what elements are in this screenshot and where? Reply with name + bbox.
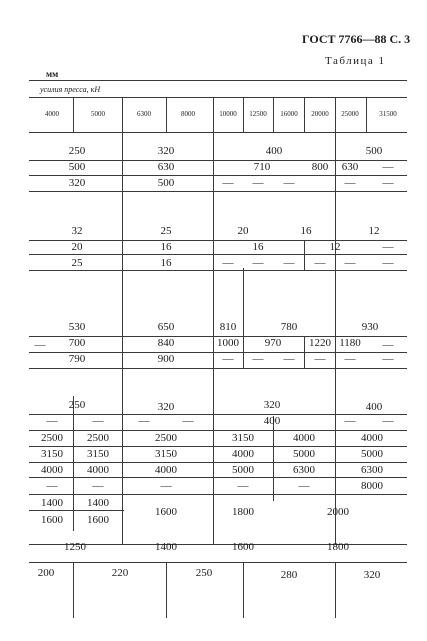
table-cell: 3150 xyxy=(41,448,63,460)
table-cell: — xyxy=(222,177,234,189)
table-cell: 3150 xyxy=(232,432,254,444)
table-cell: 220 xyxy=(111,567,129,579)
table-cell: 16 xyxy=(160,257,172,269)
row-rule xyxy=(29,494,407,495)
table-cell: 250 xyxy=(195,567,213,579)
table-cell: 840 xyxy=(157,337,175,349)
table-cell: 16 xyxy=(252,241,264,253)
column-divider xyxy=(273,97,274,132)
table-cell: — xyxy=(344,415,356,427)
row-rule xyxy=(29,368,407,369)
table-cell: — xyxy=(382,353,394,365)
table-cell: — xyxy=(34,339,46,351)
page-header: ГОСТ 7766—88 С. 3 xyxy=(302,32,411,46)
table-cell: 500 xyxy=(68,161,86,173)
table-cell: 1600 xyxy=(41,514,63,526)
table-cell: 4000 xyxy=(87,464,109,476)
table-cell: 4000 xyxy=(293,432,315,444)
unit-label: мм xyxy=(46,69,59,79)
table-cell: 2500 xyxy=(41,432,63,444)
table-cell: 2000 xyxy=(327,506,349,518)
table-cell: 280 xyxy=(280,569,298,581)
column-header: 5000 xyxy=(91,110,105,118)
table-cell: — xyxy=(298,480,310,492)
column-header: 10000 xyxy=(219,110,237,118)
column-header: 20000 xyxy=(311,110,329,118)
table-cell: 320 xyxy=(363,569,381,581)
table-cell: 1400 xyxy=(87,497,109,509)
table-cell: 5000 xyxy=(361,448,383,460)
table-cell: — xyxy=(138,415,150,427)
row-rule xyxy=(29,254,407,255)
column-divider xyxy=(243,562,244,618)
table-cell: 630 xyxy=(341,161,359,173)
row-rule xyxy=(29,240,407,241)
column-divider xyxy=(122,97,123,132)
column-divider xyxy=(366,97,367,132)
table-cell: — xyxy=(252,257,264,269)
row-rule xyxy=(29,462,407,463)
row-rule xyxy=(29,510,124,511)
column-header: 16000 xyxy=(280,110,298,118)
table-cell: 780 xyxy=(280,321,298,333)
row-rule xyxy=(29,477,407,478)
table-cell: 4000 xyxy=(232,448,254,460)
table-rule xyxy=(29,97,407,98)
table-cell: — xyxy=(382,241,394,253)
table-cell: 1400 xyxy=(155,541,177,553)
table-cell: 12 xyxy=(329,241,341,253)
table-cell: 4000 xyxy=(41,464,63,476)
table-cell: — xyxy=(382,415,394,427)
table-cell: 1600 xyxy=(155,506,177,518)
column-header: 12500 xyxy=(249,110,267,118)
table-cell: 3150 xyxy=(155,448,177,460)
table-cell: 6300 xyxy=(361,464,383,476)
table-cell: 250 xyxy=(68,145,86,157)
column-divider xyxy=(213,97,214,132)
table-rule xyxy=(29,80,407,81)
table-cell: — xyxy=(252,353,264,365)
table-cell: — xyxy=(344,177,356,189)
column-header: 4000 xyxy=(45,110,59,118)
table-cell: — xyxy=(182,415,194,427)
table-cell: — xyxy=(237,480,249,492)
group-divider xyxy=(213,132,214,544)
column-divider xyxy=(273,416,274,501)
table-cell: 530 xyxy=(68,321,86,333)
table-cell: 1800 xyxy=(327,541,349,553)
table-cell: — xyxy=(283,257,295,269)
table-cell: — xyxy=(222,353,234,365)
table-cell: — xyxy=(283,177,295,189)
table-cell: 710 xyxy=(253,161,271,173)
table-cell: 1220 xyxy=(309,337,331,349)
table-cell: 400 xyxy=(263,415,281,427)
row-rule xyxy=(29,446,407,447)
column-divider xyxy=(166,562,167,618)
column-divider xyxy=(73,97,74,132)
table-cell: — xyxy=(92,480,104,492)
table-cell: 5000 xyxy=(232,464,254,476)
table-cell: 320 xyxy=(157,145,175,157)
table-cell: 320 xyxy=(263,399,281,411)
column-divider xyxy=(335,562,336,618)
row-rule xyxy=(29,430,407,431)
table-cell: — xyxy=(46,415,58,427)
table-cell: 25 xyxy=(71,257,83,269)
table-cell: 1000 xyxy=(217,337,239,349)
table-cell: 400 xyxy=(265,145,283,157)
table-cell: 970 xyxy=(264,337,282,349)
table-cell: 6300 xyxy=(293,464,315,476)
table-cell: 16 xyxy=(300,225,312,237)
table-cell: 1250 xyxy=(64,541,86,553)
row-rule xyxy=(29,562,407,563)
table-cell: 20 xyxy=(237,225,249,237)
table-cell: 630 xyxy=(157,161,175,173)
table-cell: — xyxy=(252,177,264,189)
table-cell: 12 xyxy=(368,225,380,237)
table-cell: 650 xyxy=(157,321,175,333)
table-cell: 320 xyxy=(68,177,86,189)
table-cell: 1600 xyxy=(232,541,254,553)
table-cell: — xyxy=(382,339,394,351)
column-header: 31500 xyxy=(379,110,397,118)
table-cell: — xyxy=(46,480,58,492)
table-cell: 1800 xyxy=(232,506,254,518)
table-cell: — xyxy=(344,353,356,365)
column-header: 8000 xyxy=(181,110,195,118)
table-cell: 200 xyxy=(37,567,55,579)
column-header: 25000 xyxy=(341,110,359,118)
column-divider xyxy=(73,562,74,618)
table-cell: 16 xyxy=(160,241,172,253)
table-cell: — xyxy=(382,161,394,173)
table-cell: 900 xyxy=(157,353,175,365)
table-cell: 700 xyxy=(68,337,86,349)
column-divider xyxy=(304,97,305,132)
table-cell: 400 xyxy=(365,401,383,413)
table-label: Таблица 1 xyxy=(325,55,386,67)
group-divider xyxy=(122,132,123,544)
table-cell: — xyxy=(222,257,234,269)
table-cell: 500 xyxy=(365,145,383,157)
table-cell: 20 xyxy=(71,241,83,253)
table-rule xyxy=(29,132,407,133)
table-cell: 25 xyxy=(160,225,172,237)
table-cell: 4000 xyxy=(155,464,177,476)
group-divider xyxy=(335,132,336,544)
table-cell: 2500 xyxy=(87,432,109,444)
table-cell: — xyxy=(92,415,104,427)
table-cell: 790 xyxy=(68,353,86,365)
table-cell: — xyxy=(283,353,295,365)
table-cell: — xyxy=(160,480,172,492)
table-cell: 32 xyxy=(71,225,83,237)
table-cell: 1400 xyxy=(41,497,63,509)
table-cell: 8000 xyxy=(361,480,383,492)
table-cell: 320 xyxy=(157,401,175,413)
row-rule xyxy=(29,191,407,192)
table-cell: — xyxy=(314,257,326,269)
table-cell: 2500 xyxy=(155,432,177,444)
column-divider xyxy=(243,268,244,368)
row-rule xyxy=(29,270,407,271)
table-cell: 1180 xyxy=(339,337,361,349)
row-rule xyxy=(29,175,407,176)
column-divider xyxy=(304,240,305,270)
table-cell: 5000 xyxy=(293,448,315,460)
column-header: 6300 xyxy=(137,110,151,118)
table-cell: — xyxy=(344,257,356,269)
table-cell: 250 xyxy=(68,399,86,411)
table-cell: 500 xyxy=(157,177,175,189)
table-cell: 930 xyxy=(361,321,379,333)
table-cell: 1600 xyxy=(87,514,109,526)
column-divider xyxy=(243,97,244,132)
table-cell: 800 xyxy=(311,161,329,173)
table-cell: 810 xyxy=(219,321,237,333)
table-cell: — xyxy=(314,353,326,365)
table-cell: 4000 xyxy=(361,432,383,444)
column-divider xyxy=(166,97,167,132)
table-cell: — xyxy=(382,257,394,269)
table-cell: — xyxy=(382,177,394,189)
table-cell: 3150 xyxy=(87,448,109,460)
column-divider xyxy=(335,97,336,132)
force-label: усилия пресса, кН xyxy=(40,85,101,94)
